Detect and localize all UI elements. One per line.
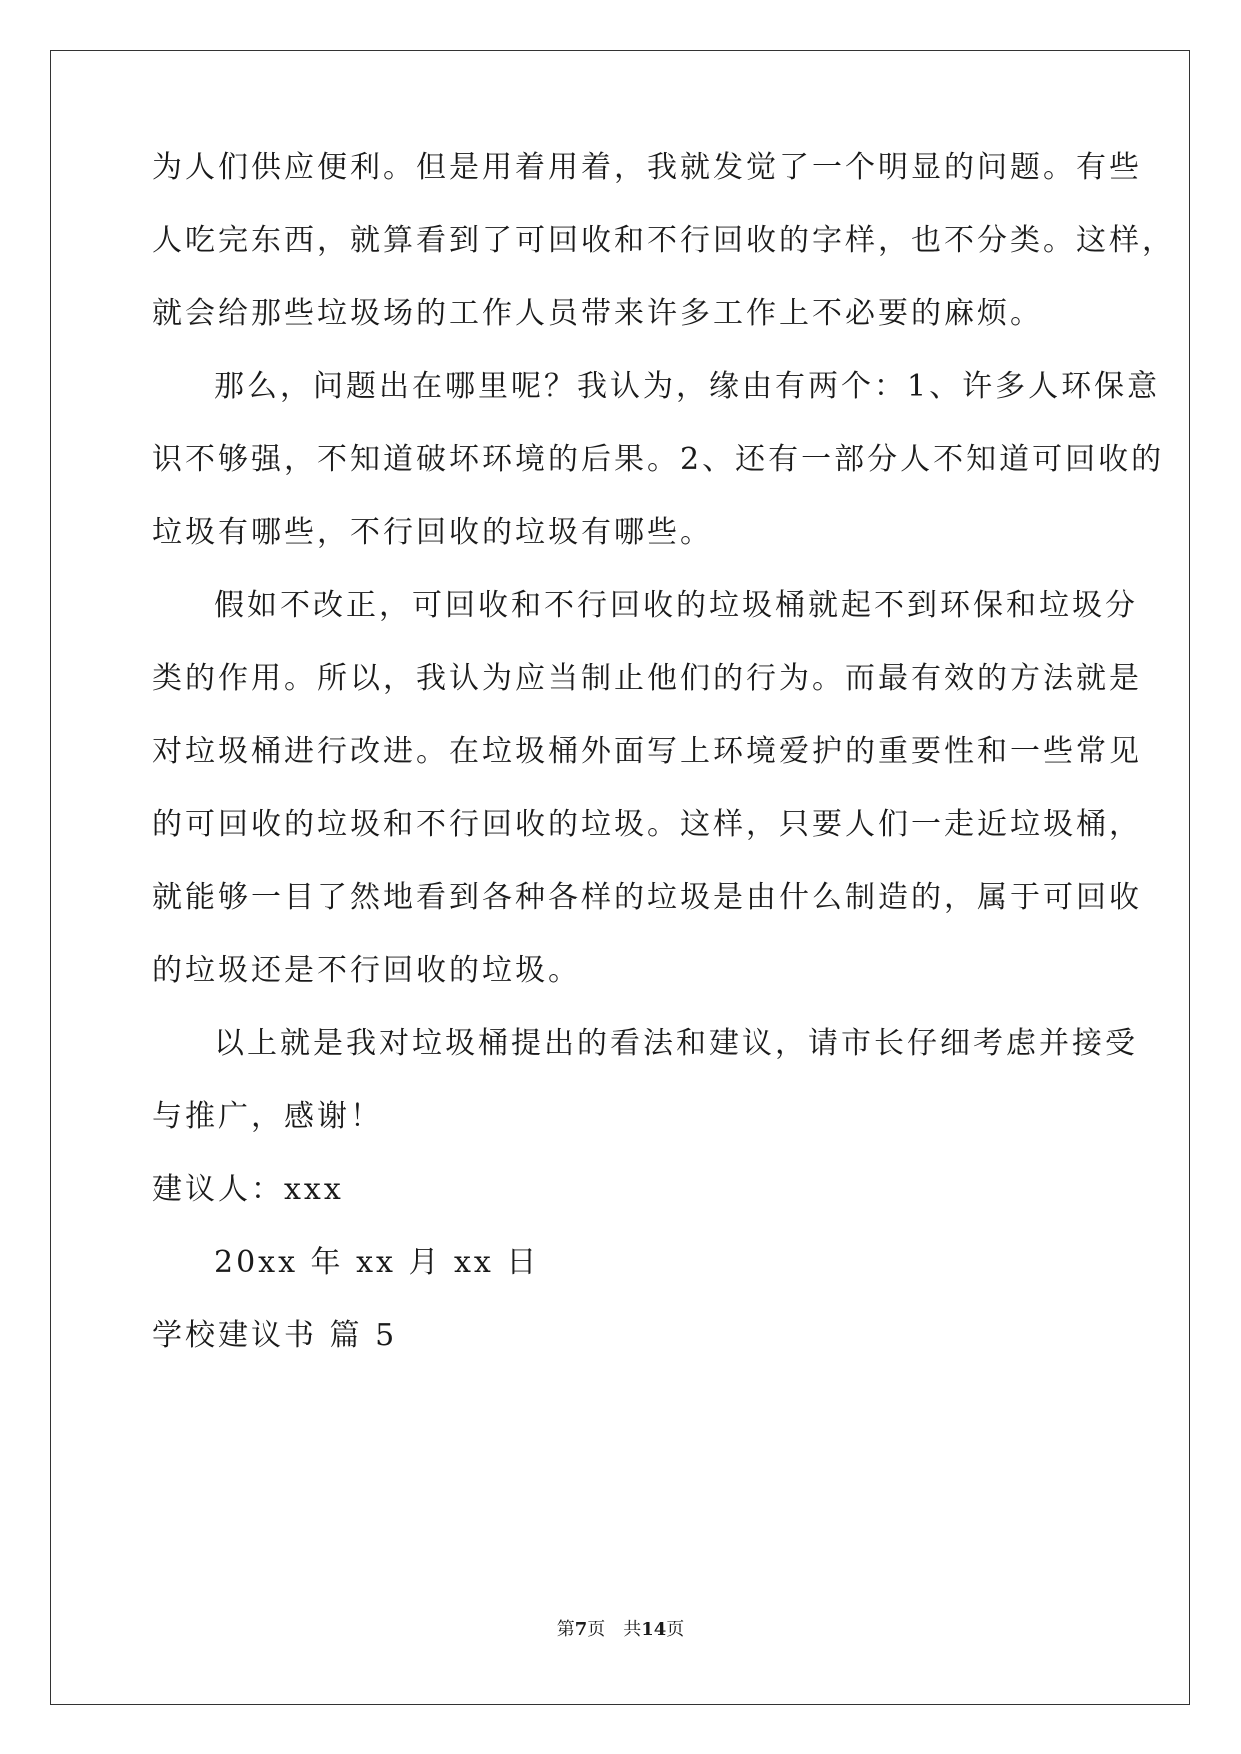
paragraph-line: 为人们供应便利。但是用着用着，我就发觉了一个明显的问题。有些 <box>152 150 1142 185</box>
paragraph-line: 与推广，感谢！ <box>152 1099 383 1134</box>
section-title: 学校建议书 篇 5 <box>152 1318 398 1353</box>
paragraph-line: 假如不改正，可回收和不行回收的垃圾桶就起不到环保和垃圾分 <box>214 588 1138 623</box>
paragraph-line: 识不够强，不知道破坏环境的后果。2、还有一部分人不知道可回收的 <box>152 442 1165 477</box>
footer-page-current: 7 <box>574 1619 588 1640</box>
paragraph-line: 的垃圾还是不行回收的垃圾。 <box>152 953 581 988</box>
paragraph-line: 类的作用。所以，我认为应当制止他们的行为。而最有效的方法就是 <box>152 661 1142 696</box>
paragraph-line: 以上就是我对垃圾桶提出的看法和建议，请市长仔细考虑并接受 <box>214 1026 1138 1061</box>
signature: 建议人：xxx <box>152 1172 344 1207</box>
footer-page-prefix: 第 <box>556 1619 575 1640</box>
paragraph-line: 垃圾有哪些，不行回收的垃圾有哪些。 <box>152 515 713 550</box>
footer-total-prefix: 共 <box>623 1619 642 1640</box>
page-footer <box>0 1618 1241 1642</box>
footer-page-suffix: 页 <box>587 1619 606 1640</box>
paragraph-line: 那么，问题出在哪里呢？我认为，缘由有两个：1、许多人环保意 <box>214 369 1161 404</box>
paragraph-line: 的可回收的垃圾和不行回收的垃圾。这样，只要人们一走近垃圾桶， <box>152 807 1142 842</box>
paragraph-line: 就会给那些垃圾场的工作人员带来许多工作上不必要的麻烦。 <box>152 296 1043 331</box>
footer-total-suffix: 页 <box>666 1619 685 1640</box>
paragraph-line: 对垃圾桶进行改进。在垃圾桶外面写上环境爱护的重要性和一些常见 <box>152 734 1142 769</box>
date: 20xx 年 xx 月 xx 日 <box>214 1245 540 1280</box>
paragraph-line: 人吃完东西，就算看到了可回收和不行回收的字样，也不分类。这样， <box>152 223 1175 258</box>
paragraph-line: 就能够一目了然地看到各种各样的垃圾是由什么制造的，属于可回收 <box>152 880 1142 915</box>
footer-page-total: 14 <box>641 1619 667 1640</box>
